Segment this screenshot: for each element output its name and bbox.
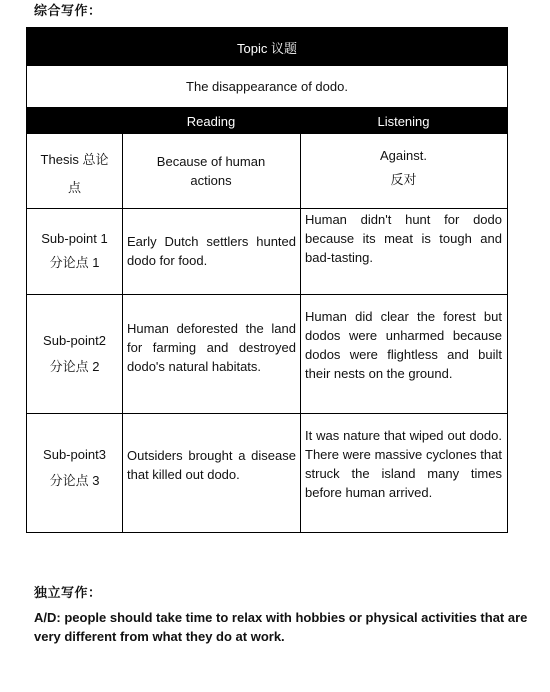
subpoint3-label-en: Sub-point3 — [43, 446, 106, 462]
subpoint3-reading — [122, 413, 300, 532]
subpoint2-label — [27, 294, 122, 413]
subpoint3-label — [27, 413, 122, 532]
topic-header: Topic 议题 — [27, 28, 507, 66]
subpoint2-listening: Human did clear the forest but dodos were unharmed because dodos were flightless and built their nests on the ground. — [305, 309, 502, 381]
thesis-listening-zh: 反对 — [390, 172, 417, 187]
subpoint1-reading — [122, 208, 300, 294]
thesis-listening — [300, 134, 507, 208]
subpoint3-reading-text: Outsiders brought a disease that killed out dodo. — [127, 447, 296, 482]
subpoint1-label-en: Sub-point 1 — [41, 231, 108, 246]
subpoint1-listening: Human didn't hunt for dodo because its meat is tough and bad-tasting. — [305, 212, 502, 265]
row-divider-1 — [27, 208, 507, 209]
subpoint1-label — [27, 208, 122, 294]
row-divider-2 — [27, 294, 507, 295]
independent-writing-title: 独立写作： — [34, 585, 102, 600]
column-divider-1 — [122, 134, 123, 532]
subpoint3-listening: It was nature that wiped out dodo. There were massive cyclones that struck the island many times before human arrived. — [305, 428, 502, 500]
integrated-writing-title: 综合写作： — [34, 3, 102, 18]
column-header-reading: Reading — [186, 113, 236, 129]
topic-text: The disappearance of dodo. — [27, 66, 507, 108]
subpoint2-label-zh: 分论点 2 — [49, 358, 100, 374]
subpoint2-reading-text: Human deforested the land for farming and destroyed dodo's natural habitats. — [127, 321, 296, 374]
thesis-label-zh: 点 — [67, 180, 81, 195]
thesis-label-en: Thesis 总论 — [40, 152, 109, 167]
column-divider-2 — [300, 108, 301, 532]
thesis-reading: Because of human actions — [156, 154, 266, 188]
row-divider-3 — [27, 413, 507, 414]
summary-table — [26, 27, 508, 533]
subpoint2-reading — [122, 294, 300, 413]
independent-writing-prompt: A/D: people should take time to relax with hobbies or physical activities that are very different from what they do at work. — [34, 610, 528, 644]
column-header-listening: Listening — [377, 113, 430, 129]
thesis-listening-en: Against. — [380, 148, 427, 163]
subpoint2-label-en: Sub-point2 — [43, 332, 106, 348]
column-header-row — [27, 108, 507, 134]
subpoint1-reading-text: Early Dutch settlers hunted dodo for food. — [127, 234, 296, 268]
subpoint3-label-zh: 分论点 3 — [49, 472, 100, 488]
subpoint1-label-zh: 分论点 1 — [49, 255, 100, 270]
thesis-label — [27, 134, 122, 208]
